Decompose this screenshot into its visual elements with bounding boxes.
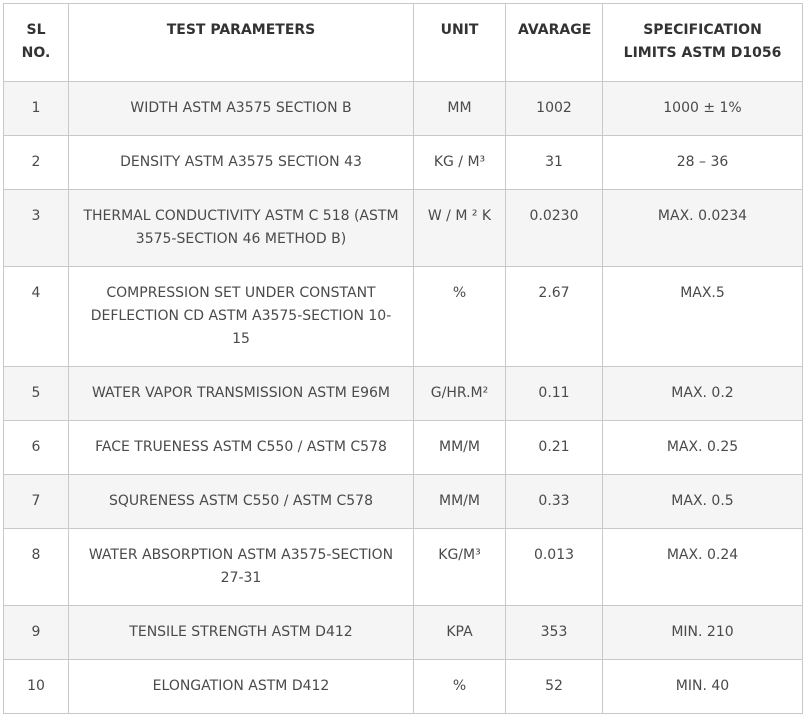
cell-average: 0.21 [506, 421, 603, 475]
cell-sl-no: 9 [4, 606, 69, 660]
table-row [4, 660, 803, 714]
cell-sl-no: 10 [4, 660, 69, 714]
table-row [4, 367, 803, 421]
table-row [4, 475, 803, 529]
cell-test-parameter: WATER VAPOR TRANSMISSION ASTM E96M [69, 367, 414, 421]
cell-test-parameter: WIDTH ASTM A3575 SECTION B [69, 82, 414, 136]
cell-average: 0.0230 [506, 190, 603, 267]
cell-specification-limit: 1000 ± 1% [603, 82, 803, 136]
cell-unit: MM/M [414, 421, 506, 475]
cell-average: 2.67 [506, 267, 603, 367]
cell-average: 1002 [506, 82, 603, 136]
table-row [4, 421, 803, 475]
cell-specification-limit: MAX. 0.5 [603, 475, 803, 529]
cell-specification-limit: MIN. 40 [603, 660, 803, 714]
cell-test-parameter: WATER ABSORPTION ASTM A3575-SECTION 27-31 [69, 529, 414, 606]
cell-test-parameter: THERMAL CONDUCTIVITY ASTM C 518 (ASTM 3575-SECTION 46 METHOD B) [69, 190, 414, 267]
cell-test-parameter: SQURENESS ASTM C550 / ASTM C578 [69, 475, 414, 529]
cell-unit: G/HR.M² [414, 367, 506, 421]
cell-specification-limit: 28 – 36 [603, 136, 803, 190]
cell-unit: % [414, 660, 506, 714]
cell-specification-limit: MAX. 0.25 [603, 421, 803, 475]
cell-unit: KPA [414, 606, 506, 660]
header-specification-limits: SPECIFICATION LIMITS ASTM D1056 [603, 4, 803, 82]
table-header-row [4, 4, 803, 82]
cell-average: 31 [506, 136, 603, 190]
cell-unit: KG / M³ [414, 136, 506, 190]
cell-test-parameter: FACE TRUENESS ASTM C550 / ASTM C578 [69, 421, 414, 475]
cell-sl-no: 7 [4, 475, 69, 529]
cell-sl-no: 3 [4, 190, 69, 267]
cell-sl-no: 2 [4, 136, 69, 190]
table-row [4, 606, 803, 660]
cell-average: 0.11 [506, 367, 603, 421]
cell-average: 0.33 [506, 475, 603, 529]
cell-unit: KG/M³ [414, 529, 506, 606]
header-sl-no: SL NO. [4, 4, 69, 82]
cell-sl-no: 5 [4, 367, 69, 421]
header-test-parameters: TEST PARAMETERS [69, 4, 414, 82]
cell-test-parameter: ELONGATION ASTM D412 [69, 660, 414, 714]
specification-table [3, 3, 803, 714]
cell-average: 52 [506, 660, 603, 714]
table-row [4, 267, 803, 367]
cell-specification-limit: MAX.5 [603, 267, 803, 367]
cell-test-parameter: TENSILE STRENGTH ASTM D412 [69, 606, 414, 660]
table-row [4, 136, 803, 190]
cell-sl-no: 4 [4, 267, 69, 367]
cell-average: 353 [506, 606, 603, 660]
table-row [4, 82, 803, 136]
table-row [4, 190, 803, 267]
cell-specification-limit: MIN. 210 [603, 606, 803, 660]
cell-specification-limit: MAX. 0.0234 [603, 190, 803, 267]
cell-unit: % [414, 267, 506, 367]
cell-unit: W / M ² K [414, 190, 506, 267]
cell-average: 0.013 [506, 529, 603, 606]
cell-specification-limit: MAX. 0.2 [603, 367, 803, 421]
cell-sl-no: 1 [4, 82, 69, 136]
cell-unit: MM/M [414, 475, 506, 529]
header-unit: UNIT [414, 4, 506, 82]
cell-sl-no: 6 [4, 421, 69, 475]
cell-test-parameter: DENSITY ASTM A3575 SECTION 43 [69, 136, 414, 190]
cell-test-parameter: COMPRESSION SET UNDER CONSTANT DEFLECTION CD ASTM A3575-SECTION 10-15 [69, 267, 414, 367]
cell-sl-no: 8 [4, 529, 69, 606]
header-average: AVARAGE [506, 4, 603, 82]
cell-unit: MM [414, 82, 506, 136]
cell-specification-limit: MAX. 0.24 [603, 529, 803, 606]
table-row [4, 529, 803, 606]
